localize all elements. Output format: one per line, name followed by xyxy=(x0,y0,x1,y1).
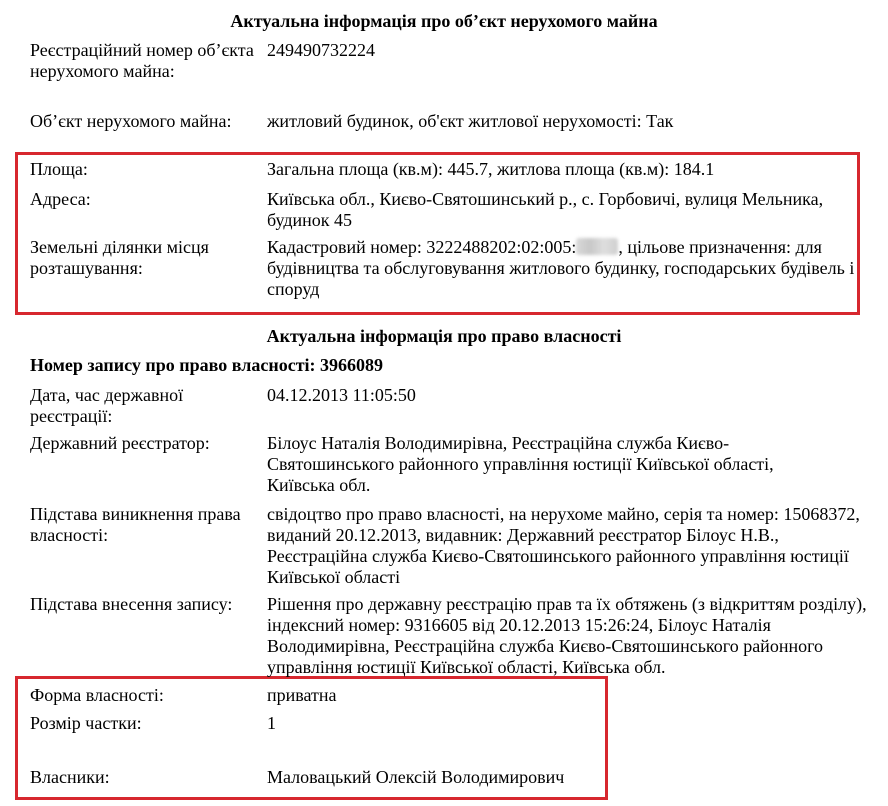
record-number: Номер запису про право власності: 3966089 xyxy=(30,355,384,375)
row-label: Площа: xyxy=(30,159,88,179)
row-value: 249490732224 xyxy=(267,40,375,60)
row-value: житловий будинок, об'єкт житлової нерухомості: Так xyxy=(267,111,674,131)
row-label: Форма власності: xyxy=(30,685,164,705)
row-value xyxy=(267,237,857,300)
object-section-title: Актуальна інформація про об’єкт нерухомого майна xyxy=(230,11,658,31)
row-value: Рішення про державну реєстрацію прав та їх обтяжень (з відкриттям розділу), індексний номер: 9316605 від 20.12.2013 15:26:24, Білоус Наталія Володимирівна, Реєстраційна служба Києво-Святошинського районного управління юстиції Київської області, Київська обл. xyxy=(267,594,867,677)
row-value: Білоус Наталія Володимирівна, Реєстраційна служба Києво-Святошинського районного управління юстиції Київської області, Київська обл. xyxy=(267,433,774,495)
row-label: Власники: xyxy=(30,767,110,787)
row-label: Реєстраційний номер об’єкта нерухомого майна: xyxy=(30,40,254,81)
cadastral-number: Кадастровий номер: 3222488202:02:005: xyxy=(267,237,577,257)
redacted-blur xyxy=(576,238,618,255)
row-label: Об’єкт нерухомого майна: xyxy=(30,111,232,131)
row-label: Адреса: xyxy=(30,189,91,209)
row-label: Державний реєстратор: xyxy=(30,433,210,453)
row-label: Земельні ділянки місця розташування: xyxy=(30,237,209,278)
row-value: Київська обл., Києво-Святошинський р., с. Горбовичі, вулиця Мельника, будинок 45 xyxy=(267,189,824,230)
row-value: Маловацький Олексій Володимирович xyxy=(267,767,565,787)
land-purpose: , цільове призначення: для будівництва та обслуговування житлового будинку, господарських будівель і споруд xyxy=(267,237,855,299)
row-label: Розмір частки: xyxy=(30,713,142,733)
row-value: Загальна площа (кв.м): 445.7, житлова площа (кв.м): 184.1 xyxy=(267,159,715,179)
row-label: Дата, час державної реєстрації: xyxy=(30,385,184,426)
rights-section-title: Актуальна інформація про право власності xyxy=(266,326,622,346)
row-label: Підстава внесення запису: xyxy=(30,594,233,614)
row-value: свідоцтво про право власності, на нерухоме майно, серія та номер: 15068372, виданий 20.12.2013, видавник: Державний реєстратор Білоус Н.В., Реєстраційна служба Києво-Святошинського районного управління юстиції Київської області xyxy=(267,504,860,587)
row-value: 04.12.2013 11:05:50 xyxy=(267,385,416,405)
row-label: Підстава виникнення права власності: xyxy=(30,504,241,545)
row-value: приватна xyxy=(267,685,337,705)
row-value: 1 xyxy=(267,713,276,733)
